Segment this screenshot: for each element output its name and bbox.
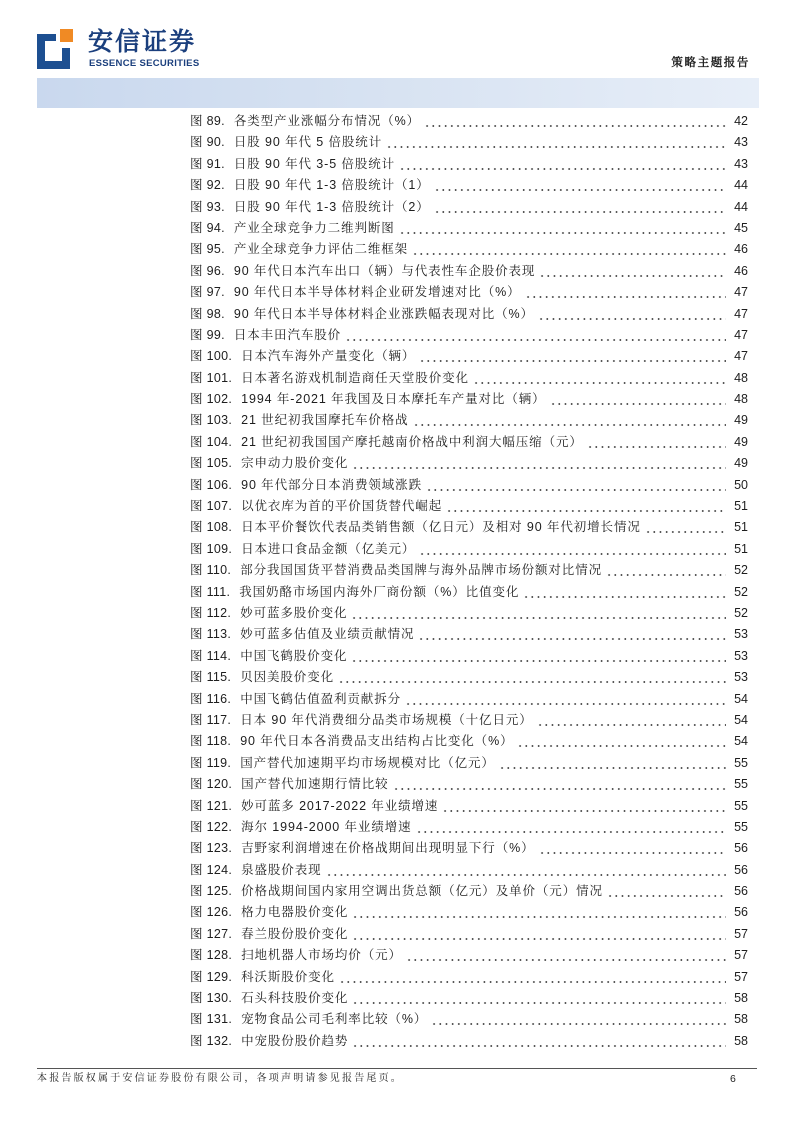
figure-page-number: 49	[734, 413, 748, 428]
toc-entry[interactable]	[190, 796, 748, 817]
leader-dots	[607, 881, 726, 902]
figure-label: 图 92.	[190, 178, 225, 193]
figure-title: 春兰股份股价变化	[241, 926, 349, 941]
figure-page-number: 49	[734, 434, 748, 449]
figure-page-number: 53	[734, 670, 748, 685]
toc-entry[interactable]	[190, 432, 748, 453]
toc-entry[interactable]	[190, 753, 748, 774]
figure-label: 图 93.	[190, 199, 225, 214]
figure-label: 图 129.	[190, 969, 233, 984]
figure-label: 图 110.	[190, 563, 232, 578]
figure-title: 我国奶酪市场国内海外厂商份额（%）比值变化	[239, 584, 520, 599]
figure-title: 中国飞鹤估值盈利贡献拆分	[240, 691, 401, 706]
toc-entry[interactable]	[190, 368, 748, 389]
figure-label: 图 95.	[190, 242, 225, 257]
toc-entry[interactable]	[190, 603, 748, 624]
figure-label: 图 94.	[190, 220, 225, 235]
figure-title: 中国飞鹤股价变化	[240, 648, 348, 663]
figure-page-number: 46	[734, 263, 748, 278]
toc-entry[interactable]	[190, 111, 748, 132]
figure-label: 图 111.	[190, 584, 231, 599]
figure-title: 妙可蓝多 2017-2022 年业绩增速	[241, 798, 439, 813]
leader-dots	[413, 410, 726, 431]
figure-label: 图 102.	[190, 392, 233, 407]
figure-title: 日本 90 年代消费细分品类市场规模（十亿日元）	[240, 712, 533, 727]
leader-dots	[517, 731, 726, 752]
toc-entry[interactable]	[190, 218, 748, 239]
figure-title: 21 世纪初我国摩托车价格战	[241, 413, 409, 428]
figure-label: 图 109.	[190, 541, 233, 556]
toc-entry[interactable]	[190, 731, 748, 752]
leader-dots	[351, 603, 726, 624]
figure-label: 图 98.	[190, 306, 225, 321]
figure-page-number: 47	[734, 349, 748, 364]
figure-title: 泉盛股价表现	[241, 862, 322, 877]
toc-entry[interactable]	[190, 325, 748, 346]
leader-dots	[523, 582, 726, 603]
figure-label: 图 128.	[190, 948, 233, 963]
toc-entry[interactable]	[190, 346, 748, 367]
report-type-label: 策略主题报告	[671, 57, 750, 69]
figure-label: 图 116.	[190, 691, 232, 706]
toc-entry[interactable]	[190, 304, 748, 325]
figure-title: 宗申动力股价变化	[241, 456, 349, 471]
leader-dots	[419, 346, 726, 367]
figure-page-number: 52	[734, 584, 748, 599]
leader-dots	[352, 453, 726, 474]
figure-page-number: 54	[734, 712, 748, 727]
leader-dots	[352, 988, 726, 1009]
figure-page-number: 54	[734, 734, 748, 749]
figure-title: 产业全球竞争力二维判断图	[233, 220, 395, 235]
figure-page-number: 42	[734, 114, 748, 128]
figure-label: 图 114.	[190, 648, 232, 663]
figure-page-number: 56	[734, 905, 748, 920]
figure-page-number: 57	[734, 948, 748, 963]
figure-title: 各类型产业涨幅分布情况（%）	[233, 114, 421, 128]
figure-title: 日本丰田汽车股价	[233, 327, 342, 342]
leader-dots	[446, 496, 726, 517]
toc-entry[interactable]	[190, 1031, 748, 1052]
toc-entry[interactable]	[190, 646, 748, 667]
figure-page-number: 55	[734, 777, 748, 792]
figure-title: 日股 90 年代 5 倍股统计	[233, 135, 383, 150]
figure-page-number: 47	[734, 306, 748, 321]
figure-title: 90 年代部分日本消费领域涨跌	[241, 477, 422, 492]
toc-entry[interactable]	[190, 261, 748, 282]
figure-page-number: 55	[734, 755, 748, 770]
figure-title: 90 年代日本半导体材料企业涨跌幅表现对比（%）	[233, 306, 534, 321]
toc-entry[interactable]	[190, 945, 748, 966]
figure-page-number: 58	[734, 991, 748, 1006]
figure-page-number: 55	[734, 819, 748, 834]
figure-page-number: 44	[734, 199, 748, 214]
figure-label: 图 115.	[190, 670, 232, 685]
figure-label: 图 89.	[190, 114, 225, 128]
figure-label: 图 126.	[190, 905, 233, 920]
toc-entry[interactable]	[190, 132, 748, 153]
page-number: 6	[730, 1073, 736, 1085]
figure-list	[190, 111, 748, 1052]
figure-page-number: 43	[734, 156, 748, 171]
leader-dots	[326, 860, 726, 881]
toc-entry[interactable]	[190, 860, 748, 881]
figure-label: 图 132.	[190, 1033, 233, 1048]
figure-title: 日股 90 年代 1-3 倍股统计（1）	[233, 178, 430, 193]
leader-dots	[645, 517, 726, 538]
figure-label: 图 108.	[190, 520, 233, 535]
figure-page-number: 54	[734, 691, 748, 706]
figure-page-number: 48	[734, 370, 748, 385]
figure-title: 扫地机器人市场均价（元）	[241, 948, 402, 963]
toc-entry[interactable]	[190, 924, 748, 945]
figure-page-number: 52	[734, 563, 748, 578]
figure-label: 图 122.	[190, 819, 233, 834]
figure-title: 格力电器股价变化	[241, 905, 349, 920]
figure-label: 图 112.	[190, 605, 232, 620]
toc-entry[interactable]	[190, 817, 748, 838]
leader-dots	[539, 261, 726, 282]
figure-page-number: 56	[734, 884, 748, 899]
figure-title: 90 年代日本半导体材料企业研发增速对比（%）	[233, 285, 521, 300]
figure-page-number: 51	[734, 499, 748, 514]
figure-label: 图 121.	[190, 798, 233, 813]
leader-dots	[339, 967, 726, 988]
toc-entry[interactable]	[190, 689, 748, 710]
leader-dots	[345, 325, 726, 346]
toc-entry[interactable]	[190, 582, 748, 603]
leader-dots	[431, 1009, 726, 1030]
figure-page-number: 49	[734, 456, 748, 471]
toc-entry[interactable]	[190, 197, 748, 218]
figure-page-number: 47	[734, 327, 748, 342]
footer-divider	[37, 1068, 757, 1069]
figure-label: 图 97.	[190, 285, 225, 300]
leader-dots	[426, 475, 726, 496]
toc-entry[interactable]	[190, 988, 748, 1009]
figure-label: 图 103.	[190, 413, 233, 428]
leader-dots	[550, 389, 726, 410]
leader-dots	[537, 710, 726, 731]
figure-title: 妙可蓝多估值及业绩贡献情况	[240, 627, 415, 642]
figure-page-number: 56	[734, 841, 748, 856]
figure-label: 图 106.	[190, 477, 233, 492]
figure-title: 宠物食品公司毛利率比较（%）	[241, 1012, 428, 1027]
figure-title: 贝因美股价变化	[240, 670, 334, 685]
figure-label: 图 113.	[190, 627, 232, 642]
figure-label: 图 100.	[190, 349, 233, 364]
leader-dots	[442, 796, 726, 817]
leader-dots	[405, 689, 726, 710]
brand-name-en: ESSENCE SECURITIES	[89, 58, 200, 69]
toc-entry[interactable]	[190, 838, 748, 859]
figure-title: 日本著名游戏机制造商任天堂股价变化	[241, 370, 469, 385]
figure-page-number: 45	[734, 220, 748, 235]
figure-page-number: 50	[734, 477, 748, 492]
leader-dots	[406, 945, 726, 966]
leader-dots	[419, 539, 726, 560]
figure-label: 图 127.	[190, 926, 233, 941]
figure-title: 1994 年-2021 年我国及日本摩托车产量对比（辆）	[241, 392, 546, 407]
leader-dots	[587, 432, 726, 453]
figure-label: 图 99.	[190, 327, 225, 342]
figure-title: 国产替代加速期平均市场规模对比（亿元）	[240, 755, 495, 770]
toc-entry[interactable]	[190, 881, 748, 902]
header-band	[37, 78, 759, 108]
figure-label: 图 130.	[190, 991, 233, 1006]
toc-entry[interactable]	[190, 154, 748, 175]
figure-title: 妙可蓝多股价变化	[240, 605, 348, 620]
figure-page-number: 58	[734, 1012, 748, 1027]
figure-label: 图 91.	[190, 156, 225, 171]
toc-entry[interactable]	[190, 282, 748, 303]
figure-label: 图 117.	[190, 712, 232, 727]
leader-dots	[538, 304, 726, 325]
figure-title: 部分我国国货平替消费品类国牌与海外品牌市场份额对比情况	[240, 563, 602, 578]
figure-title: 日本汽车海外产量变化（辆）	[241, 349, 416, 364]
figure-title: 产业全球竞争力评估二维框架	[233, 242, 409, 257]
leader-dots	[352, 924, 726, 945]
figure-title: 吉野家利润增速在价格战期间出现明显下行（%）	[241, 841, 535, 856]
leader-dots	[338, 667, 726, 688]
figure-label: 图 101.	[190, 370, 233, 385]
toc-entry[interactable]	[190, 667, 748, 688]
toc-entry[interactable]	[190, 539, 748, 560]
figure-title: 海尔 1994-2000 年业绩增速	[241, 819, 412, 834]
leader-dots	[499, 753, 726, 774]
logo-orange-square	[60, 29, 73, 42]
figure-title: 90 年代日本各消费品支出结构占比变化（%）	[240, 734, 514, 749]
figure-page-number: 57	[734, 926, 748, 941]
leader-dots	[393, 774, 726, 795]
figure-page-number: 46	[734, 242, 748, 257]
leader-dots	[351, 646, 726, 667]
leader-dots	[606, 560, 726, 581]
figure-page-number: 51	[734, 541, 748, 556]
figure-page-number: 58	[734, 1033, 748, 1048]
figure-title: 日本平价餐饮代表品类销售额（亿日元）及相对 90 年代初增长情况	[241, 520, 641, 535]
figure-label: 图 96.	[190, 263, 225, 278]
leader-dots	[416, 817, 726, 838]
figure-label: 图 123.	[190, 841, 233, 856]
toc-entry[interactable]	[190, 389, 748, 410]
toc-entry[interactable]	[190, 496, 748, 517]
toc-entry[interactable]	[190, 475, 748, 496]
figure-label: 图 131.	[190, 1012, 233, 1027]
footer-disclaimer: 本报告版权属于安信证券股份有限公司，各项声明请参见报告尾页。	[37, 1073, 403, 1084]
leader-dots	[418, 624, 726, 645]
toc-entry[interactable]	[190, 517, 748, 538]
toc-entry[interactable]	[190, 624, 748, 645]
figure-label: 图 124.	[190, 862, 233, 877]
leader-dots	[399, 154, 726, 175]
toc-entry[interactable]	[190, 902, 748, 923]
figure-title: 90 年代日本汽车出口（辆）与代表性车企股价表现	[233, 263, 536, 278]
brand-name-cn: 安信证券	[88, 28, 197, 56]
figure-label: 图 90.	[190, 135, 225, 150]
figure-title: 石头科技股价变化	[241, 991, 349, 1006]
toc-entry[interactable]	[190, 453, 748, 474]
figure-label: 图 125.	[190, 884, 233, 899]
leader-dots	[399, 218, 726, 239]
figure-title: 21 世纪初我国国产摩托越南价格战中利润大幅压缩（元）	[241, 434, 583, 449]
leader-dots	[434, 175, 726, 196]
toc-entry[interactable]	[190, 175, 748, 196]
figure-title: 价格战期间国内家用空调出货总额（亿元）及单价（元）情况	[241, 884, 603, 899]
leader-dots	[424, 111, 726, 132]
figure-title: 日本进口食品金额（亿美元）	[241, 541, 416, 556]
toc-entry[interactable]	[190, 560, 748, 581]
leader-dots	[434, 197, 726, 218]
figure-title: 国产替代加速期行情比较	[241, 777, 389, 792]
figure-label: 图 120.	[190, 777, 233, 792]
leader-dots	[352, 902, 726, 923]
toc-entry[interactable]	[190, 1009, 748, 1030]
figure-title: 以优衣库为首的平价国货替代崛起	[241, 499, 443, 514]
figure-title: 日股 90 年代 3-5 倍股统计	[233, 156, 396, 171]
figure-page-number: 53	[734, 648, 748, 663]
figure-title: 中宠股份股价趋势	[241, 1033, 349, 1048]
figure-title: 日股 90 年代 1-3 倍股统计（2）	[233, 199, 430, 214]
figure-page-number: 43	[734, 135, 748, 150]
figure-label: 图 105.	[190, 456, 233, 471]
figure-label: 图 104.	[190, 434, 233, 449]
toc-entry[interactable]	[190, 774, 748, 795]
logo-icon	[37, 29, 75, 69]
figure-title: 科沃斯股价变化	[241, 969, 335, 984]
toc-entry[interactable]	[190, 239, 748, 260]
leader-dots	[386, 132, 726, 153]
figure-page-number: 44	[734, 178, 748, 193]
leader-dots	[539, 838, 726, 859]
leader-dots	[473, 368, 726, 389]
toc-entry[interactable]	[190, 410, 748, 431]
figure-page-number: 52	[734, 605, 748, 620]
figure-label: 图 119.	[190, 755, 232, 770]
figure-page-number: 55	[734, 798, 748, 813]
leader-dots	[352, 1031, 726, 1052]
leader-dots	[412, 239, 726, 260]
figure-label: 图 118.	[190, 734, 232, 749]
toc-entry[interactable]	[190, 967, 748, 988]
figure-page-number: 48	[734, 392, 748, 407]
toc-entry[interactable]	[190, 710, 748, 731]
leader-dots	[525, 282, 726, 303]
figure-page-number: 51	[734, 520, 748, 535]
figure-page-number: 56	[734, 862, 748, 877]
figure-label: 图 107.	[190, 499, 233, 514]
figure-page-number: 57	[734, 969, 748, 984]
figure-page-number: 47	[734, 285, 748, 300]
figure-page-number: 53	[734, 627, 748, 642]
